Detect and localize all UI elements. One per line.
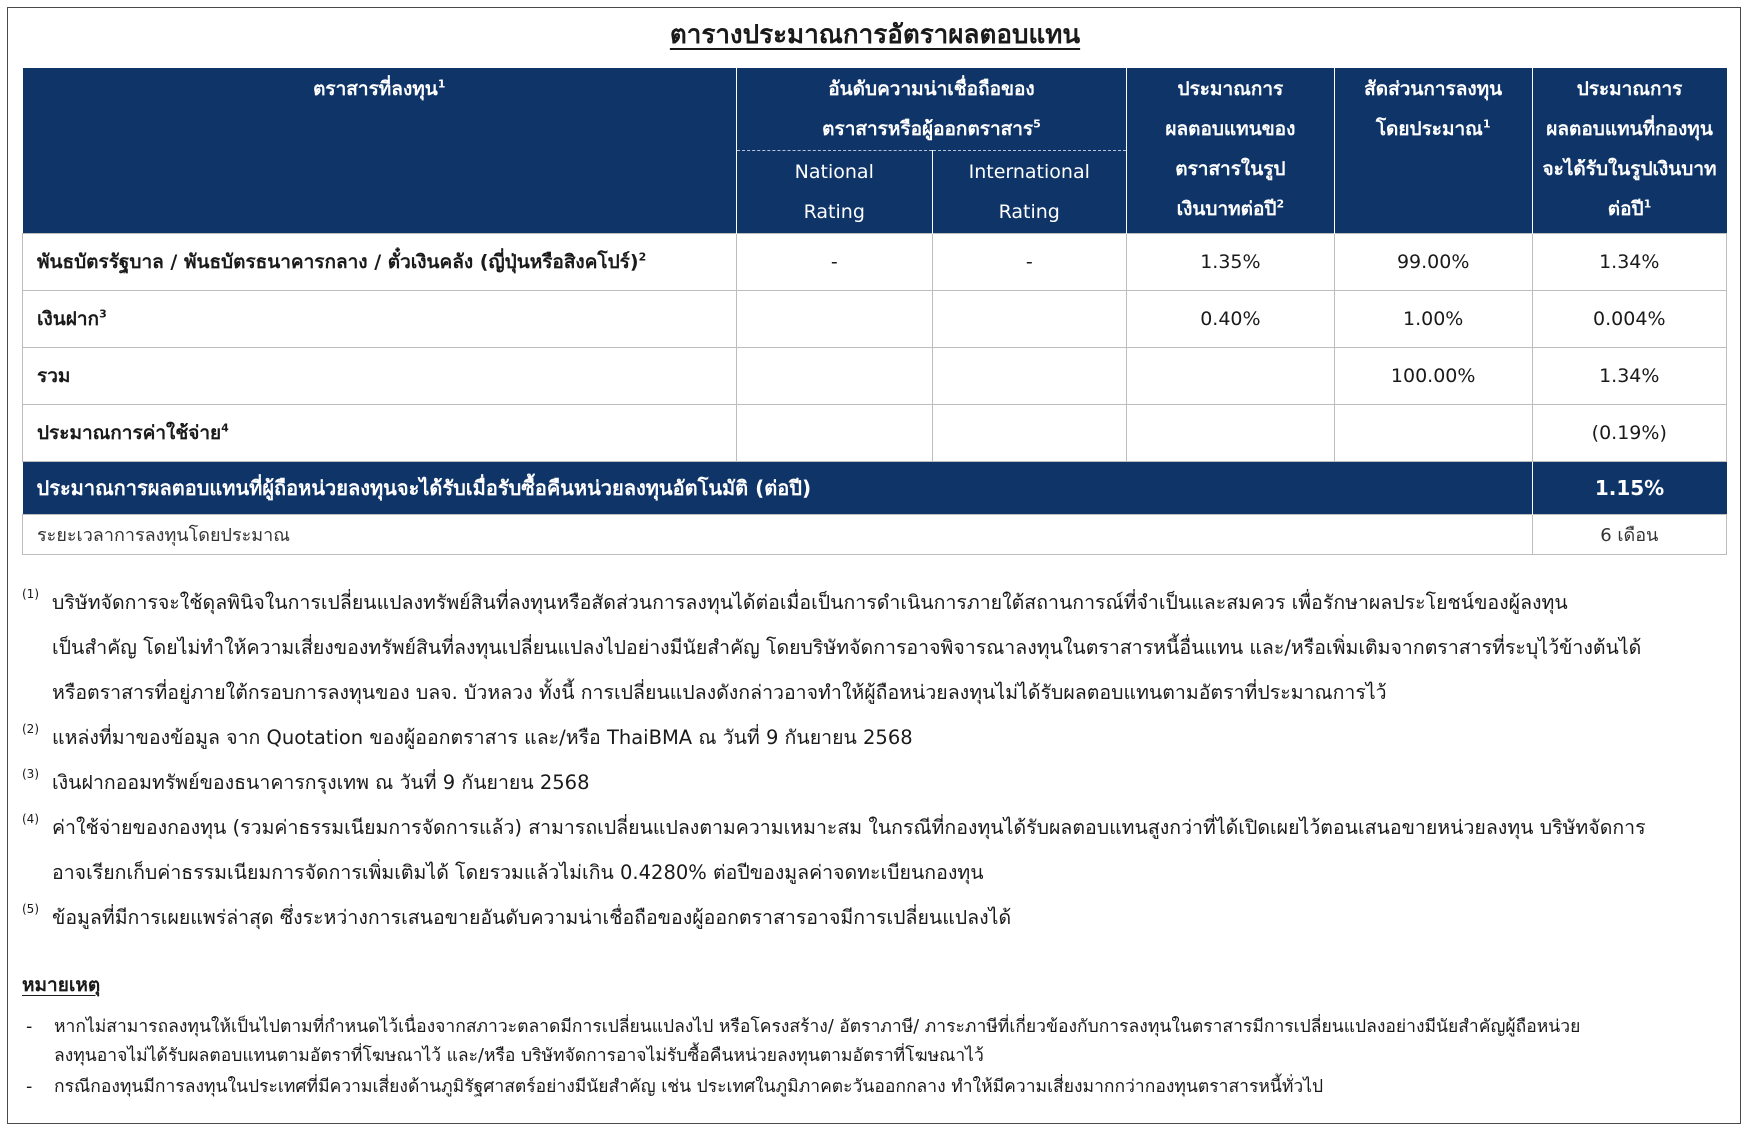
international-rating-cell — [932, 291, 1126, 348]
table-row — [23, 405, 1727, 462]
footnote-2: (2) แหล่งที่มาของข้อมูล จาก Quotation ของผู้ออกตราสาร และ/หรือ ThaiBMA ณ วันที่ 9 กันยายน 2568 — [22, 715, 1722, 760]
remarks — [22, 1013, 1722, 1104]
yield-cell: 1.35% — [1126, 234, 1334, 291]
allocation-cell: 100.00% — [1334, 348, 1532, 405]
header-allocation: สัดส่วนการลงทุน โดยประมาณ$^1$ — [1334, 68, 1532, 234]
remark-dash: - — [26, 1017, 33, 1037]
table-row — [23, 291, 1727, 348]
fund-yield-cell: (0.19%) — [1532, 405, 1726, 462]
national-rating-cell: - — [737, 234, 933, 291]
total-value: 1.15% — [1532, 462, 1726, 515]
yield-cell: 0.40% — [1126, 291, 1334, 348]
return-estimate-table — [22, 68, 1727, 555]
fund-yield-cell: 0.004% — [1532, 291, 1726, 348]
period-label: ระยะเวลาการลงทุนโดยประมาณ — [23, 515, 1533, 555]
footnote-3: (3) เงินฝากออมทรัพย์ของธนาคารกรุงเทพ ณ วันที่ 9 กันยายน 2568 — [22, 760, 1722, 805]
remark-item: - หากไม่สามารถลงทุนให้เป็นไปตามที่กำหนดไว้เนื่องจากสภาวะตลาดมีการเปลี่ยนแปลงไป หรือโครงสร้าง/ อัตราภาษี/ ภาระภาษีที่เกี่ยวข้องกับการลงทุนในตราสารมีการเปลี่ยนแปลงอย่างมีนัยสำคัญผู้ถือหน่วย ลงทุนอาจไม่ได้รับผลตอบแทนตามอัตราที่โฆษณาไว้ และ/หรือ บริษัทจัดการอาจไม่รับซื้อคืนหน่วยลงทุนตามอัตราที่โฆษณาไว้ — [22, 1013, 1722, 1071]
row-label: ประมาณการค่าใช้จ่าย$^4$ — [23, 405, 737, 462]
footnote-key: (4) — [22, 812, 39, 826]
header-credit-rating: อันดับความน่าเชื่อถือของ ตราสารหรือผู้ออกตราสาร$^5$ — [737, 68, 1127, 151]
period-value: 6 เดือน — [1532, 515, 1726, 555]
yield-cell — [1126, 405, 1334, 462]
table-row — [23, 234, 1727, 291]
fund-yield-cell: 1.34% — [1532, 234, 1726, 291]
row-label: เงินฝาก$^3$ — [23, 291, 737, 348]
allocation-cell: 99.00% — [1334, 234, 1532, 291]
header-fund-yield: ประมาณการ ผลตอบแทนที่กองทุน จะได้รับในรูปเงินบาท ต่อปี$^1$ — [1532, 68, 1726, 234]
international-rating-cell: - — [932, 234, 1126, 291]
row-label: รวม — [23, 348, 737, 405]
footnote-key: (3) — [22, 767, 39, 781]
footnote-key: (5) — [22, 902, 39, 916]
footnote-4: (4) ค่าใช้จ่ายของกองทุน (รวมค่าธรรมเนียมการจัดการแล้ว) สามารถเปลี่ยนแปลงตามความเหมาะสม ในกรณีที่กองทุนได้รับผลตอบแทนสูงกว่าที่ได้เปิดเผยไว้ตอนเสนอขายหน่วยลงทุน บริษัทจัดการ อาจเรียกเก็บค่าธรรมเนียมการจัดการเพิ่มเติมได้ โดยรวมแล้วไม่เกิน 0.4280% ต่อปีของมูลค่าจดทะเบียนกองทุน — [22, 805, 1722, 895]
header-instrument-yield: ประมาณการ ผลตอบแทนของ ตราสารในรูป เงินบาทต่อปี$^2$ — [1126, 68, 1334, 234]
footnote-key: (2) — [22, 722, 39, 736]
table-row — [23, 348, 1727, 405]
total-row — [23, 462, 1727, 515]
footnote-5: (5) ข้อมูลที่มีการเผยแพร่ล่าสุด ซึ่งระหว่างการเสนอขายอันดับความน่าเชื่อถือของผู้ออกตราสารอาจมีการเปลี่ยนแปลงได้ — [22, 895, 1722, 940]
allocation-cell: 1.00% — [1334, 291, 1532, 348]
row-label: พันธบัตรรัฐบาล / พันธบัตรธนาคารกลาง / ตั๋วเงินคลัง (ญี่ปุ่นหรือสิงคโปร์)$^2$ — [23, 234, 737, 291]
footnote-key: (1) — [22, 587, 39, 601]
national-rating-cell — [737, 348, 933, 405]
fund-yield-cell: 1.34% — [1532, 348, 1726, 405]
header-instrument: ตราสารที่ลงทุน$^1$ — [23, 68, 737, 234]
international-rating-cell — [932, 348, 1126, 405]
remark-item: - กรณีกองทุนมีการลงทุนในประเทศที่มีความเสี่ยงด้านภูมิรัฐศาสตร์อย่างมีนัยสำคัญ เช่น ประเทศในภูมิภาคตะวันออกกลาง ทำให้มีความเสี่ยงมากกว่ากองทุนตราสารหนี้ทั่วไป — [22, 1073, 1722, 1102]
total-label: ประมาณการผลตอบแทนที่ผู้ถือหน่วยลงทุนจะได้รับเมื่อรับซื้อคืนหน่วยลงทุนอัตโนมัติ (ต่อปี) — [23, 462, 1533, 515]
international-rating-cell — [932, 405, 1126, 462]
header-national-rating: National Rating — [737, 151, 933, 234]
remark-dash: - — [26, 1077, 33, 1097]
national-rating-cell — [737, 405, 933, 462]
footnote-1: (1) บริษัทจัดการจะใช้ดุลพินิจในการเปลี่ยนแปลงทรัพย์สินที่ลงทุนหรือสัดส่วนการลงทุนได้ต่อเมื่อเป็นการดำเนินการภายใต้สถานการณ์ที่จำเป็นและสมควร เพื่อรักษาผลประโยชน์ของผู้ลงทุน เป็นสำคัญ โดยไม่ทำให้ความเสี่ยงของทรัพย์สินที่ลงทุนเปลี่ยนแปลงไปอย่างมีนัยสำคัญ โดยบริษัทจัดการอาจพิจารณาลงทุนในตราสารหนี้อื่นแทน และ/หรือเพิ่มเติมจากตราสารที่ระบุไว้ข้างต้นได้ หรือตราสารที่อยู่ภายใต้กรอบการลงทุนของ บลจ. บัวหลวง ทั้งนี้ การเปลี่ยนแปลงดังกล่าวอาจทำให้ผู้ถือหน่วยลงทุนไม่ได้รับผลตอบแทนตามอัตราที่ประมาณการไว้ — [22, 580, 1722, 715]
yield-cell — [1126, 348, 1334, 405]
national-rating-cell — [737, 291, 933, 348]
allocation-cell — [1334, 405, 1532, 462]
period-row — [23, 515, 1727, 555]
remarks-title: หมายเหตุ — [22, 974, 101, 996]
page-title: ตารางประมาณการอัตราผลตอบแทน — [669, 20, 1081, 50]
header-international-rating: International Rating — [932, 151, 1126, 234]
footnotes — [22, 580, 1722, 940]
